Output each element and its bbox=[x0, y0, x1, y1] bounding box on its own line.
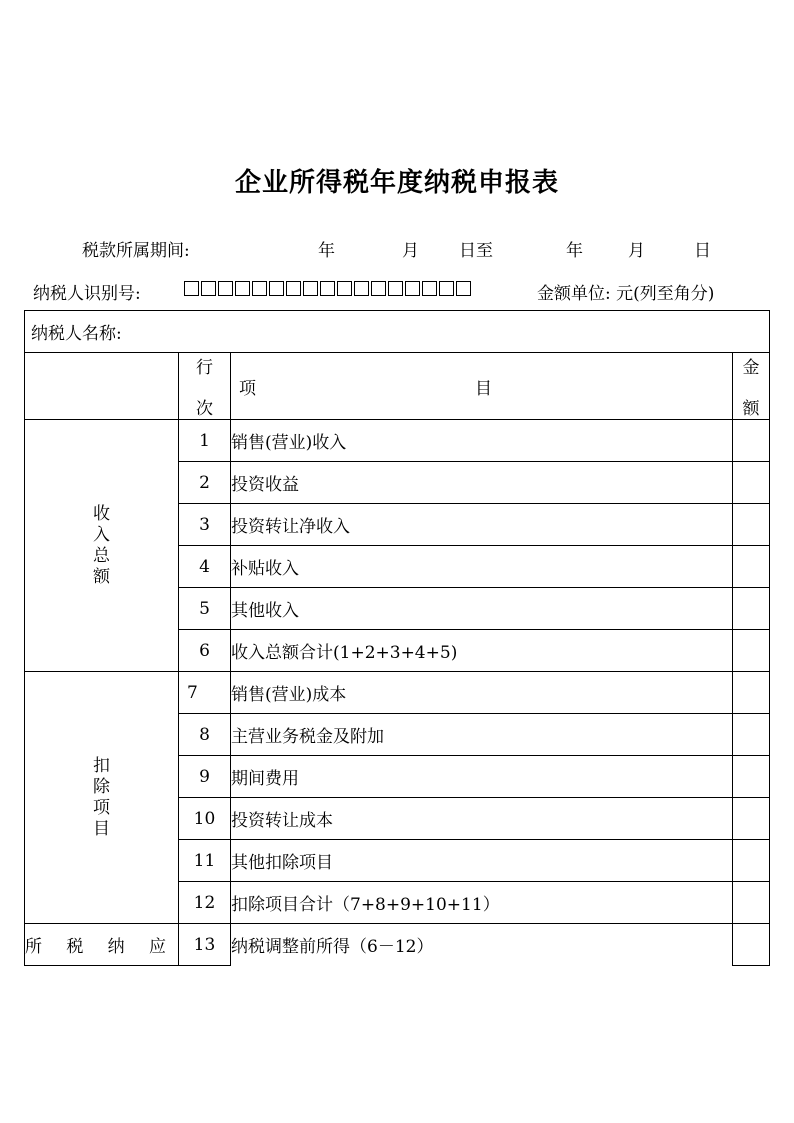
header-row-no bbox=[179, 353, 231, 420]
row-amount-field[interactable] bbox=[733, 924, 770, 966]
table-row bbox=[25, 924, 770, 966]
header-row-no-2: 次 bbox=[196, 399, 213, 419]
group-label-char: 总 bbox=[93, 545, 110, 566]
taxpayer-name-cell[interactable] bbox=[25, 311, 770, 353]
taxpayer-id-box[interactable] bbox=[286, 281, 301, 296]
taxpayer-id-box[interactable] bbox=[252, 281, 267, 296]
row-number: 1 bbox=[179, 420, 231, 462]
row-amount-field[interactable] bbox=[733, 630, 770, 672]
last-group-label-char: 应 bbox=[148, 937, 166, 957]
taxpayer-id-box[interactable] bbox=[201, 281, 216, 296]
row-amount-field[interactable] bbox=[733, 462, 770, 504]
row-amount-field[interactable] bbox=[733, 504, 770, 546]
row-amount-field[interactable] bbox=[733, 672, 770, 714]
taxpayer-id-box[interactable] bbox=[303, 281, 318, 296]
taxpayer-id-box[interactable] bbox=[405, 281, 420, 296]
row-number: 10 bbox=[179, 798, 231, 840]
row-number: 6 bbox=[179, 630, 231, 672]
taxpayer-id-box[interactable] bbox=[269, 281, 284, 296]
taxpayer-id-label: 纳税人识别号: bbox=[33, 284, 141, 304]
row-amount-field[interactable] bbox=[733, 840, 770, 882]
row-number: 2 bbox=[179, 462, 231, 504]
row-item: 其他收入 bbox=[231, 588, 733, 630]
row-item: 销售(营业)收入 bbox=[231, 420, 733, 462]
taxpayer-id-box[interactable] bbox=[371, 281, 386, 296]
period-label: 税款所属期间: bbox=[82, 241, 190, 261]
row-number: 8 bbox=[179, 714, 231, 756]
row-item: 投资转让成本 bbox=[231, 798, 733, 840]
table-row bbox=[25, 420, 770, 462]
row-item: 补贴收入 bbox=[231, 546, 733, 588]
period-year-end: 年 bbox=[566, 241, 583, 261]
row-item: 期间费用 bbox=[231, 756, 733, 798]
row-item: 主营业务税金及附加 bbox=[231, 714, 733, 756]
group-label-char: 入 bbox=[93, 524, 110, 545]
row-number: 12 bbox=[179, 882, 231, 924]
group-label-char: 除 bbox=[93, 776, 110, 797]
row-amount-field[interactable] bbox=[733, 756, 770, 798]
table-row bbox=[25, 672, 770, 714]
taxpayer-id-box[interactable] bbox=[354, 281, 369, 296]
header-item-right: 目 bbox=[475, 378, 492, 399]
row-number: 9 bbox=[179, 756, 231, 798]
row-amount-field[interactable] bbox=[733, 714, 770, 756]
period-year-start: 年 bbox=[318, 241, 335, 261]
taxpayer-id-box[interactable] bbox=[337, 281, 352, 296]
group-label-char: 额 bbox=[93, 566, 110, 587]
group-label bbox=[25, 672, 179, 924]
row-number: 5 bbox=[179, 588, 231, 630]
header-blank-cell bbox=[25, 353, 179, 420]
taxpayer-id-box[interactable] bbox=[422, 281, 437, 296]
taxpayer-name-label: 纳税人名称: bbox=[31, 324, 122, 344]
row-number: 7 bbox=[179, 672, 231, 714]
row-item: 其他扣除项目 bbox=[231, 840, 733, 882]
header-item bbox=[231, 353, 733, 420]
last-group-label-char: 纳 bbox=[107, 937, 125, 957]
row-item: 纳税调整前所得（6－12） bbox=[231, 924, 733, 966]
last-group-label-char: 所 bbox=[25, 937, 42, 957]
row-item: 投资收益 bbox=[231, 462, 733, 504]
form-title: 企业所得税年度纳税申报表 bbox=[234, 168, 559, 198]
group-label-char: 扣 bbox=[93, 755, 110, 776]
header-amount-1: 金 bbox=[742, 358, 760, 378]
taxpayer-id-box[interactable] bbox=[218, 281, 233, 296]
tax-form-table bbox=[24, 310, 770, 966]
taxpayer-id-boxes bbox=[184, 281, 471, 296]
taxpayer-id-box[interactable] bbox=[388, 281, 403, 296]
row-item: 收入总额合计(1+2+3+4+5) bbox=[231, 630, 733, 672]
row-amount-field[interactable] bbox=[733, 420, 770, 462]
group-label-char: 收 bbox=[93, 503, 110, 524]
group-label bbox=[25, 420, 179, 672]
taxpayer-id-box[interactable] bbox=[184, 281, 199, 296]
row-number: 4 bbox=[179, 546, 231, 588]
row-amount-field[interactable] bbox=[733, 798, 770, 840]
row-amount-field[interactable] bbox=[733, 882, 770, 924]
amount-unit-label: 金额单位: 元(列至角分) bbox=[537, 284, 715, 304]
row-number: 3 bbox=[179, 504, 231, 546]
period-month-start: 月 bbox=[402, 241, 419, 261]
header-amount bbox=[733, 353, 770, 420]
header-row-no-1: 行 bbox=[196, 358, 213, 378]
taxpayer-id-box[interactable] bbox=[456, 281, 471, 296]
row-item: 投资转让净收入 bbox=[231, 504, 733, 546]
header-item-left: 项 bbox=[239, 378, 256, 399]
row-item: 销售(营业)成本 bbox=[231, 672, 733, 714]
row-amount-field[interactable] bbox=[733, 588, 770, 630]
row-item: 扣除项目合计（7+8+9+10+11） bbox=[231, 882, 733, 924]
period-day-end: 日 bbox=[694, 241, 711, 261]
group-label-char: 项 bbox=[93, 797, 110, 818]
taxpayer-id-box[interactable] bbox=[439, 281, 454, 296]
period-day-start: 日至 bbox=[459, 241, 493, 261]
last-group-label-char: 税 bbox=[66, 937, 84, 957]
last-group-label bbox=[25, 924, 179, 966]
row-number: 11 bbox=[179, 840, 231, 882]
row-number: 13 bbox=[179, 924, 231, 966]
row-amount-field[interactable] bbox=[733, 546, 770, 588]
header-amount-2: 额 bbox=[742, 399, 760, 419]
taxpayer-id-box[interactable] bbox=[320, 281, 335, 296]
group-label-char: 目 bbox=[93, 818, 110, 839]
taxpayer-id-box[interactable] bbox=[235, 281, 250, 296]
period-month-end: 月 bbox=[628, 241, 645, 261]
